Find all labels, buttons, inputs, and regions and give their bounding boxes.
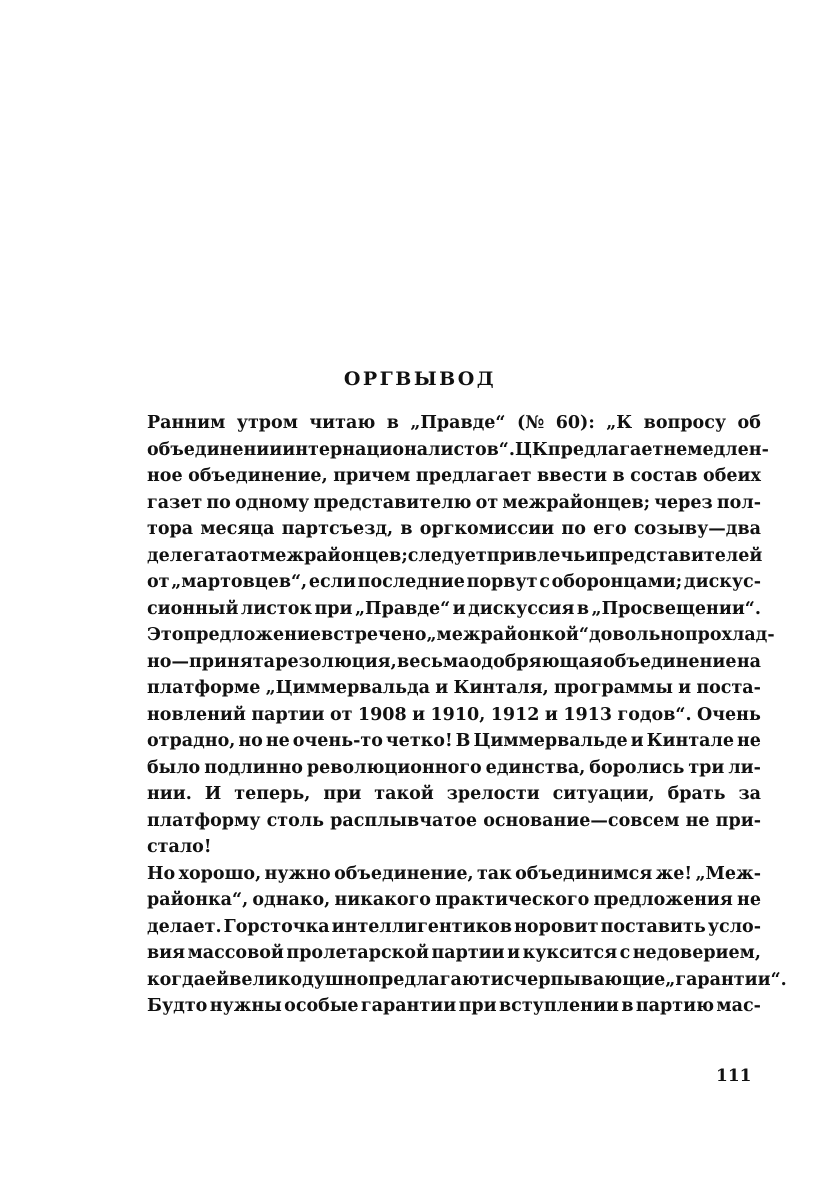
text-line: но—принята резолюция, весьма одобряющая объединение на [147, 651, 761, 672]
text-line: ное объединение, причем предлагает ввести в состав обеих [147, 466, 761, 486]
text-line: отрадно, но не очень-то четко! В Циммервальде и Кинтале не [147, 731, 761, 751]
text-line: Будто нужны особые гарантии при вступлении в партию мас- [147, 996, 761, 1016]
text-line: нии. И теперь, при такой зрелости ситуации, брать за [147, 784, 761, 804]
text-line: Это предложение встречено „межрайонкой“ довольно прохлад- [147, 625, 775, 645]
text-line: было подлинно революционного единства, боролись три ли- [147, 757, 761, 778]
text-line: когда ей великодушно предлагают исчерпывающие „гарантии“. [147, 969, 787, 990]
text-line: районка“, однако, никакого практического предложения не [147, 890, 761, 910]
text-line: платформу столь расплывчатое основание—совсем не при- [147, 810, 761, 831]
body-text [147, 410, 787, 1020]
text-line: газет по одному представителю от межрайонцев; через пол- [147, 492, 761, 513]
text-line: Ранним утром читаю в „Правде“ (№ 60): „К вопросу об [147, 413, 761, 433]
paragraph-1 [147, 410, 775, 861]
text-line: новлений партии от 1908 и 1910, 1912 и 1913 годов“. Очень [147, 704, 761, 725]
text-line: объединении интернационалистов“. ЦК предлагает немедлен- [147, 439, 769, 460]
paragraph-2 [147, 861, 787, 1020]
text-line: сионный листок при „Правде“ и дискуссия в „Просвещении“. [147, 598, 761, 619]
text-line: от „мартовцев“, если последние порвут с оборонцами; дискус- [147, 572, 761, 592]
page-number: 111 [716, 1066, 752, 1086]
text-line: тора месяца партсъезд, в оргкомиссии по его созыву—два [147, 519, 761, 539]
text-line: делегата от межрайонцев; следует привлечь и представителей [147, 545, 763, 566]
text-line: вия массовой пролетарской партии и куксится с недоверием, [147, 943, 761, 963]
text-line: делает. Горсточка интеллигентиков норовит поставить усло- [147, 916, 761, 937]
text-line: Но хорошо, нужно объединение, так объединимся же! „Меж- [147, 863, 761, 884]
text-line: стало! [147, 837, 212, 857]
text-line: платформе „Циммервальда и Кинталя, программы и поста- [147, 678, 761, 698]
chapter-title: ОРГВЫВОД [343, 368, 497, 390]
